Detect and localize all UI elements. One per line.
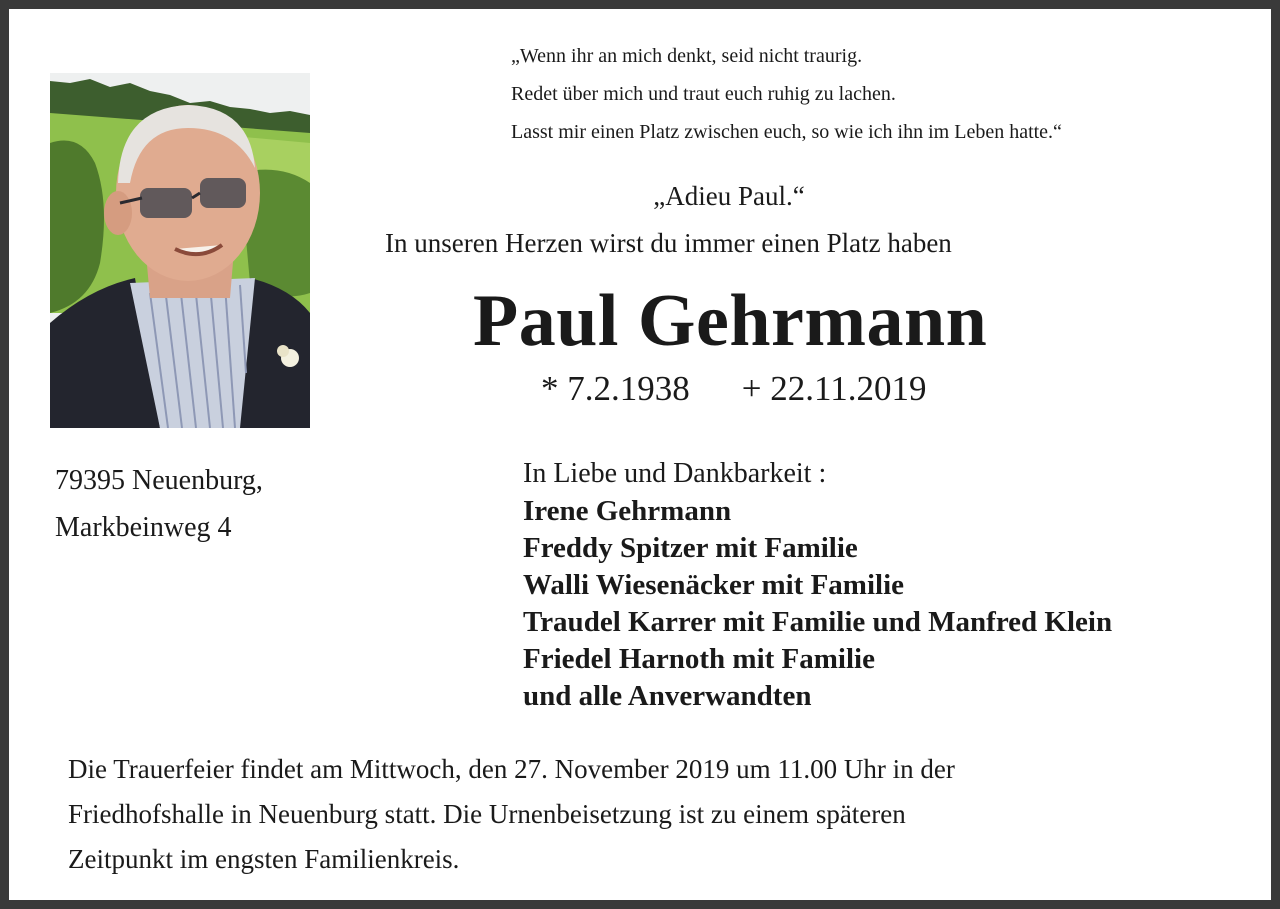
farewell-text: „Adieu Paul.“ [653,181,805,211]
mourners-intro: In Liebe und Dankbarkeit : [523,458,827,489]
service-line-2: Friedhofshalle in Neuenburg statt. Die Urnenbeisetzung ist zu einem späteren [68,799,906,829]
address-line-1: 79395 Neuenburg, [55,465,263,496]
mourner-name: Friedel Harnoth mit Familie [523,643,875,675]
quote-line-1: „Wenn ihr an mich denkt, seid nicht traurig. [511,45,863,67]
mourner-name: Walli Wiesenäcker mit Familie [523,569,904,601]
mourner-name: Freddy Spitzer mit Familie [523,532,858,564]
address-line-2: Markbeinweg 4 [55,512,232,543]
mourner-name: Irene Gehrmann [523,495,732,527]
deceased-name: Paul Gehrmann [473,280,988,362]
life-dates [541,369,926,409]
birth-date: * 7.2.1938 [541,369,690,408]
service-line-3: Zeitpunkt im engsten Familienkreis. [68,844,460,874]
farewell-line [9,181,1271,212]
service-notice [68,747,1198,882]
service-line-1: Die Trauerfeier findet am Mittwoch, den 27. November 2019 um 11.00 Uhr in der [68,754,955,784]
quote-block [511,37,1062,151]
address-block [55,457,263,551]
quote-line-3: Lasst mir einen Platz zwischen euch, so wie ich ihn im Leben hatte.“ [511,121,1062,143]
mourners-block [523,455,1112,715]
mourner-name: Traudel Karrer mit Familie und Manfred Klein [523,606,1113,638]
heart-line: In unseren Herzen wirst du immer einen Platz haben [385,228,952,258]
obituary-card [9,9,1271,900]
mourner-name: und alle Anverwandten [523,680,812,712]
quote-line-2: Redet über mich und traut euch ruhig zu lachen. [511,83,896,105]
portrait-photo [50,73,310,428]
death-date: + 22.11.2019 [741,369,927,408]
